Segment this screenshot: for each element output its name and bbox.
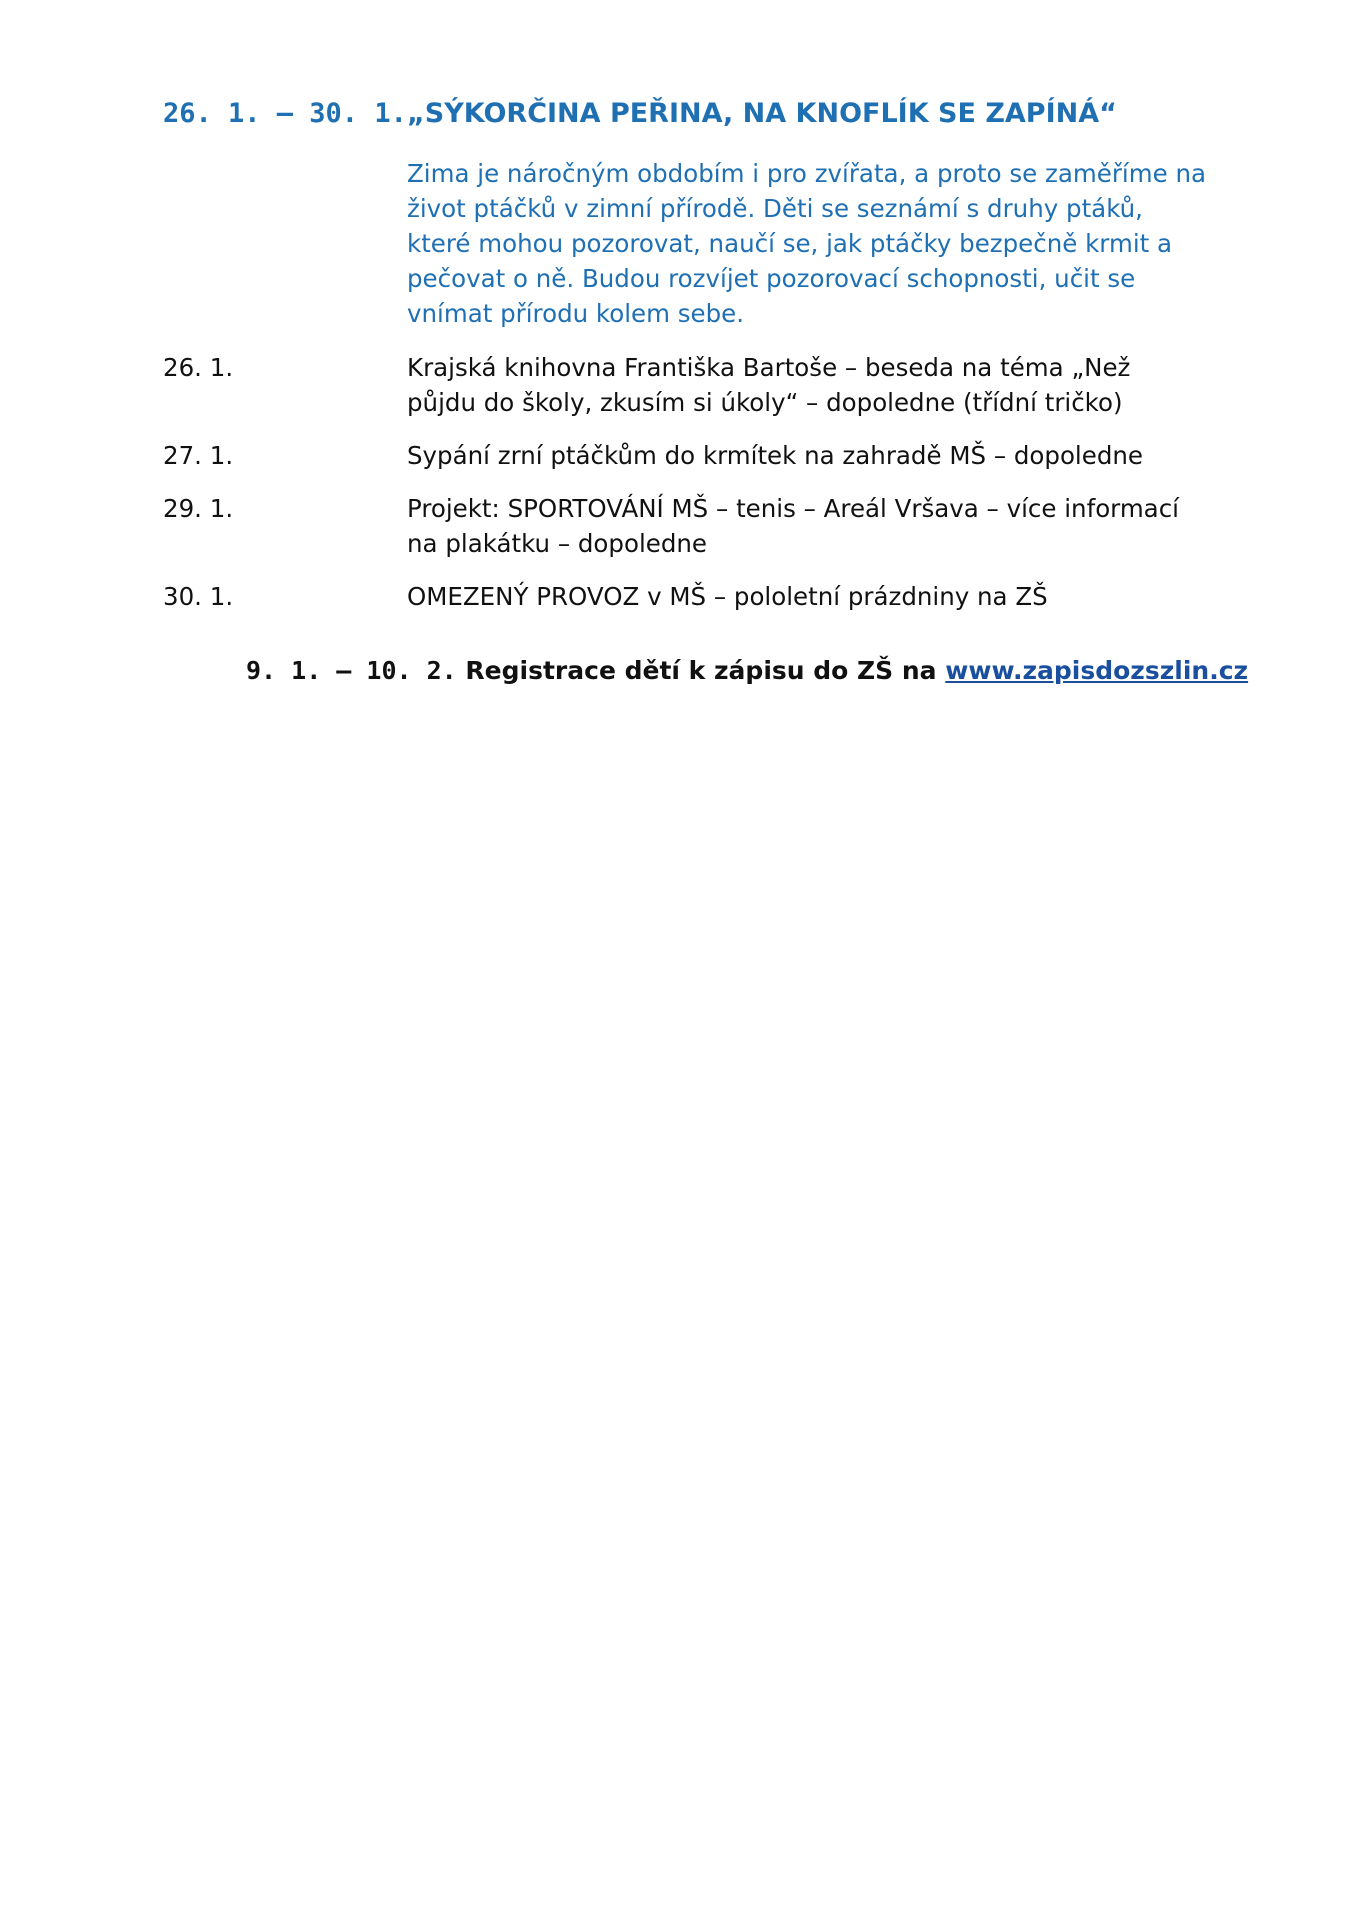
event-row [163,350,1207,420]
event-text: OMEZENÝ PROVOZ v MŠ – pololetní prázdniny na ZŠ [407,582,1048,611]
event-text: Sypání zrní ptáčkům do krmítek na zahradě MŠ – dopoledne [407,441,1143,470]
event-list [163,350,1207,632]
registration-link[interactable]: www.zapisdozszlin.cz [945,656,1249,685]
event-row [163,491,1207,561]
event-date: 30. 1. [163,582,234,611]
week-description: Zima je náročným obdobím i pro zvířata, a proto se zaměříme na život ptáčků v zimní přírodě. Děti se seznámí s druhy ptáků, které mohou pozorovat, naučí se, jak ptáčky bezpečně krmit a pečovat o ně. Budou rozvíjet pozorovací schopnosti, učit se vnímat přírodu kolem sebe. [407,159,1206,328]
event-text: Krajská knihovna Františka Bartoše – beseda na téma „Než půjdu do školy, zkusím si úkoly“ – dopoledne (třídní tričko) [407,353,1131,417]
event-date: 26. 1. [163,353,234,382]
week-header [163,98,1203,129]
event-text: Projekt: SPORTOVÁNÍ MŠ – tenis – Areál Vršava – více informací na plakátku – dopoledne [407,494,1179,558]
registration-notice [246,656,1249,685]
registration-text: Registrace dětí k zápisu do ZŠ na [456,656,946,685]
week-title: „SÝKORČINA PEŘINA, NA KNOFLÍK SE ZAPÍNÁ“ [407,98,1117,129]
event-date: 27. 1. [163,441,234,470]
registration-dates: 9. 1. – 10. 2. [246,656,457,685]
event-row [163,579,1207,614]
event-date: 29. 1. [163,494,234,523]
week-dates: 26. 1. – 30. 1. [163,98,407,129]
event-row [163,438,1207,473]
